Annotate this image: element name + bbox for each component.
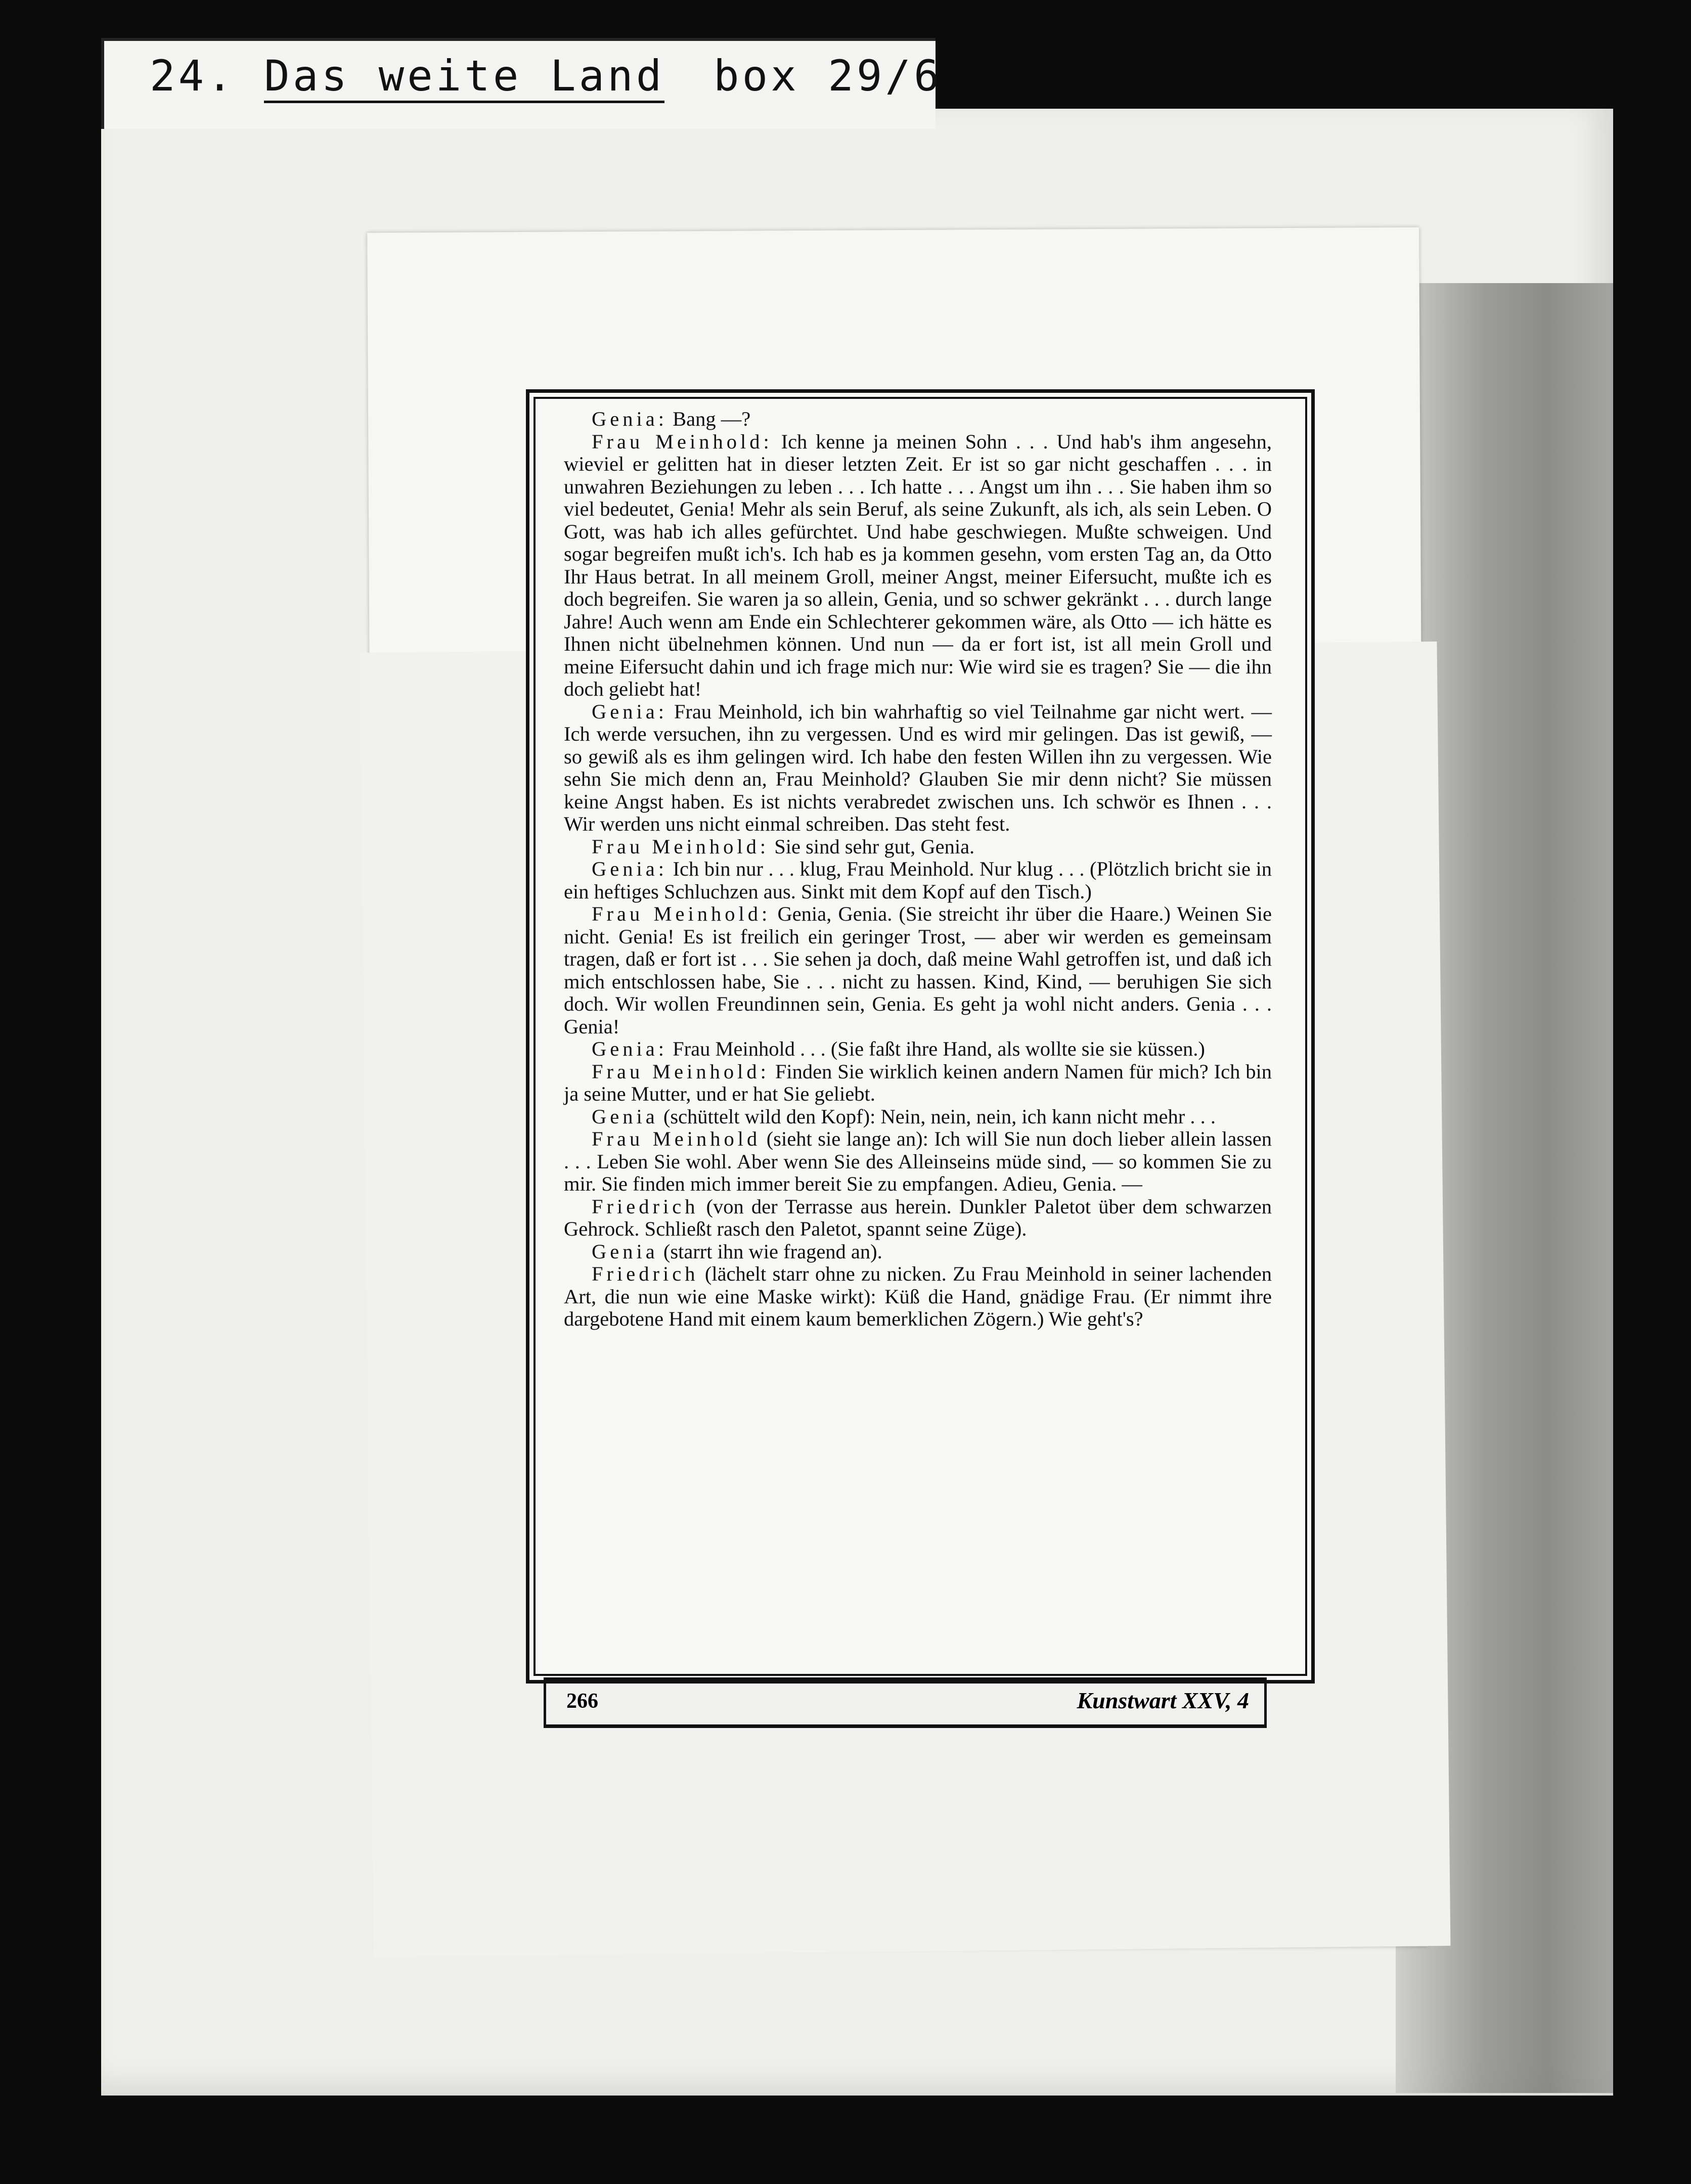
label-number: 24. bbox=[150, 51, 236, 101]
paragraph bbox=[564, 836, 1272, 858]
speaker: Frau Meinhold: bbox=[592, 1060, 770, 1083]
paragraph bbox=[564, 431, 1272, 701]
article-text bbox=[564, 408, 1272, 1331]
speaker: Genia bbox=[592, 1105, 658, 1128]
speaker: Frau Meinhold: bbox=[592, 835, 770, 858]
dialogue: Sie sind sehr gut, Genia. bbox=[769, 835, 975, 858]
dialogue: (sieht sie lange an): Ich will Sie nun doch lieber allein lassen . . . Leben Sie wohl. Aber wenn Sie des Alleinseins müde sind, — so kommen Sie zu mir. Sie finden mich immer bereit Sie zu empfangen. Adieu, Genia. — bbox=[564, 1127, 1272, 1195]
speaker: Frau Meinhold: bbox=[592, 902, 771, 925]
dialogue: Ich kenne ja meinen Sohn . . . Und hab's ihm angesehn, wieviel er gelitten hat in dieser letzten Zeit. Er ist so gar nicht geschaffen . . . in unwahren Beziehungen zu leben . . . Ich hatte . . . Angst um ihn . . . Sie haben ihm so viel bedeutet, Genia! Mehr als sein Beruf, als seine Zukunft, als ich, als sein Leben. O Gott, was hab ich alles gefürchtet. Und habe geschwiegen. Mußte schweigen. Und sogar begreifen mußt ich's. Ich hab es ja kommen gesehn, vom ersten Tag an, da Otto Ihr Haus betrat. In all meinem Groll, meiner Angst, meiner Eifersucht, mußte ich es doch begreifen. Sie waren ja so allein, Genia, und so schwer gekränkt . . . durch lange Jahre! Auch wenn am Ende ein Schlechterer gekommen wäre, als Otto — ich hätte es Ihnen nicht übelnehmen können. Und nun — da er fort ist, ist all mein Groll und meine Eifersucht dahin und ich frage mich nur: Wie wird sie es tragen? Sie — die ihn doch geliebt hat! bbox=[564, 430, 1272, 700]
label-title: Das weite Land bbox=[264, 51, 664, 103]
label-box: box 29/6 bbox=[714, 51, 943, 101]
speaker: Frau Meinhold: bbox=[592, 430, 773, 453]
label-number-title bbox=[150, 51, 664, 101]
speaker: Frau Meinhold bbox=[592, 1127, 761, 1150]
page-number: 266 bbox=[566, 1690, 598, 1713]
paragraph bbox=[564, 1038, 1272, 1061]
paragraph bbox=[564, 1106, 1272, 1128]
speaker: Genia bbox=[592, 1240, 658, 1263]
paragraph bbox=[564, 1263, 1272, 1331]
journal-reference: Kunstwart XXV, 4 bbox=[1077, 1688, 1249, 1713]
speaker: Genia: bbox=[592, 1037, 668, 1060]
dialogue: (starrt ihn wie fragend an). bbox=[658, 1240, 882, 1263]
paragraph bbox=[564, 858, 1272, 903]
speaker: Friedrich bbox=[592, 1195, 699, 1218]
paragraph bbox=[564, 408, 1272, 431]
paragraph bbox=[564, 1061, 1272, 1106]
article-frame bbox=[526, 389, 1315, 1684]
dialogue: Finden Sie wirklich keinen andern Namen für mich? Ich bin ja seine Mutter, und er hat Sie geliebt. bbox=[564, 1060, 1272, 1105]
paragraph bbox=[564, 1196, 1272, 1241]
dialogue: Bang —? bbox=[667, 407, 751, 430]
speaker: Genia: bbox=[592, 857, 668, 880]
speaker: Genia: bbox=[592, 700, 668, 723]
speaker: Genia: bbox=[592, 407, 668, 430]
dialogue: Frau Meinhold, ich bin wahrhaftig so viel Teilnahme gar nicht wert. — Ich werde versuchen, ihn zu vergessen. Und es wird mir gelingen. Das ist gewiß, — so gewiß als es ihm gelingen wird. Ich habe den festen Willen ihn zu vergessen. Wie sehn Sie mich denn an, Frau Meinhold? Glauben Sie mir denn nicht? Sie müssen keine Angst haben. Es ist nichts verabredet zwischen uns. Ich schwör es Ihnen . . . Wir werden uns nicht einmal schreiben. Das steht fest. bbox=[564, 700, 1272, 835]
dialogue: (lächelt starr ohne zu nicken. Zu Frau Meinhold in seiner lachenden Art, die nun wie eine Maske wirkt): Küß die Hand, gnädige Frau. (Er nimmt ihre dargebotene Hand mit einem kaum bemerklichen Zögern.) Wie geht's? bbox=[564, 1262, 1272, 1330]
dialogue: Genia, Genia. (Sie streicht ihr über die Haare.) Weinen Sie nicht. Genia! Es ist freilich ein geringer Trost, — aber wir werden es gemeinsam tragen, daß er fort ist . . . Sie sehen ja doch, daß meine Wahl getroffen ist, und daß ich mich entschlossen habe, Sie . . . nicht zu hassen. Kind, Kind, — beruhigen Sie sich doch. Wir wollen Freundinnen sein, Genia. Es geht ja wohl nicht anders. Genia . . . Genia! bbox=[564, 902, 1272, 1038]
speaker: Friedrich bbox=[592, 1262, 699, 1285]
archive-label bbox=[101, 38, 943, 129]
paragraph bbox=[564, 903, 1272, 1038]
paragraph bbox=[564, 701, 1272, 836]
paragraph bbox=[564, 1128, 1272, 1196]
dialogue: (von der Terrasse aus herein. Dunkler Paletot über dem schwarzen Gehrock. Schließt rasch den Paletot, spannt seine Züge). bbox=[564, 1195, 1272, 1240]
dialogue: Frau Meinhold . . . (Sie faßt ihre Hand, als wollte sie sie küssen.) bbox=[667, 1037, 1205, 1060]
article-footer bbox=[544, 1677, 1267, 1728]
dialogue: (schüttelt wild den Kopf): Nein, nein, nein, ich kann nicht mehr . . . bbox=[658, 1105, 1216, 1128]
paragraph bbox=[564, 1241, 1272, 1263]
dialogue: Ich bin nur . . . klug, Frau Meinhold. Nur klug . . . (Plötzlich bricht sie in ein heftiges Schluchzen aus. Sinkt mit dem Kopf auf den Tisch.) bbox=[564, 857, 1272, 903]
